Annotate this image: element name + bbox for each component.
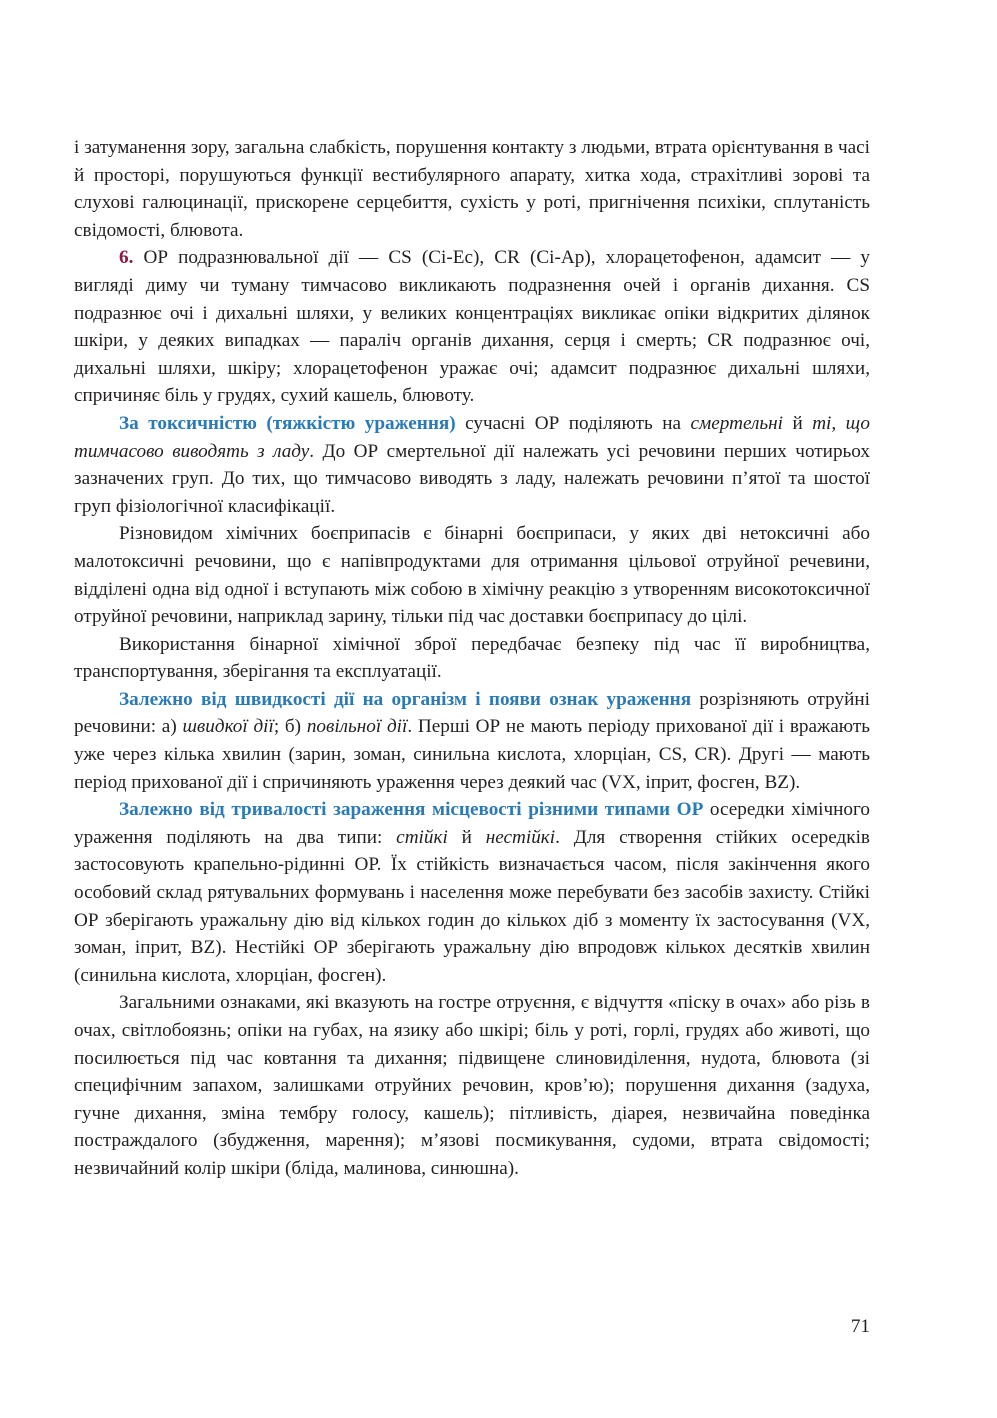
paragraph-text: ; б) — [273, 716, 307, 738]
page-number: 71 — [850, 1316, 870, 1337]
paragraph-symptoms-continuation: і затуманення зору, загальна слабкість, порушення контакту з людьми, втрата орієнтування в часі й просторі, порушуються функції вестибулярного апарату, хитка хода, страхітливі зорові та слухові галюцинації, прискорене серцебиття, сухість у роті, пригнічення психіки, сплутаність свідомості, блювота. — [74, 137, 870, 241]
paragraph-speed-classification — [74, 686, 870, 796]
term-lethal: смертельні — [690, 412, 783, 434]
list-number: 6. — [119, 247, 134, 269]
page-body — [74, 134, 870, 1183]
paragraph-irritant-agents — [74, 244, 870, 410]
paragraph-text: й — [782, 412, 813, 434]
paragraph-text: й — [447, 826, 486, 848]
paragraph-text: ОР подразнювальної дії — CS (Сі-Ес), CR (Сі-Ар), хлорацетофенон, адамсит — у вигляді диму чи туману тимчасово викликають подразнення очей і органів дихання. CS подразнює очі і дихальні шляхи, у великих концентраціях викликає опіки відкритих ділянок шкіри, у деяких випадках — параліч органів дихання, серця і смерть; CR подразнює очі, дихальні шляхи, шкіру; хлорацетофенон уражає очі; адамсит подразнює дихальні шляхи, спричиняє біль у грудях, сухий кашель, блювоту. — [74, 247, 870, 407]
section-heading-toxicity: За токсичністю (тяжкістю ураження) — [119, 412, 456, 434]
term-persistent: стійкі — [396, 826, 448, 848]
paragraph-text: . До ОР смертельної дії належать усі речовини перших чотирьох зазначених груп. До тих, що тимчасово виводять з ладу, належать речовини п’ятої та шостої груп фізіологічної класифікації. — [74, 440, 870, 517]
paragraph-text: осередки хімічного ураження поділяють на два типи: — [74, 799, 870, 848]
paragraph-toxicity-classification — [74, 410, 870, 520]
term-non-persistent: нестійкі — [485, 826, 556, 848]
paragraph-text: сучасні ОР поділяють на — [455, 412, 691, 434]
paragraph-persistence-classification — [74, 796, 870, 989]
paragraph-poisoning-signs: Загальними ознаками, які вказують на гостре отруєння, є відчуття «піску в очах» або різь в очах, світлобоязнь; опіки на губах, на язику або шкірі; біль у роті, горлі, грудях або животі, що посилюється під час ковтання та дихання; підвищене слиновиділення, нудота, блювота (зі специфічним запахом, залишками отруйних речовин, кров’ю); порушення дихання (задуха, гучне дихання, зміна тембру голосу, кашель); пітливість, діарея, незвичайна поведінка постраждалого (збудження, марення); м’язові посмикування, судоми, втрата свідомості; незвичайний колір шкіри (бліда, малинова, синюшна). — [74, 992, 870, 1179]
section-heading-persistence: Залежно від тривалості зараження місцевості різними типами ОР — [119, 799, 704, 821]
paragraph-text: . Перші ОР не мають періоду прихованої дії і вражають уже через кілька хвилин (зарин, зоман, синильна кислота, хлорціан, CS, CR). Другі — мають період прихованої дії і спричиняють ураження через деякий час (VX, іприт, фосген, BZ). — [74, 716, 870, 793]
paragraph-binary-safety: Використання бінарної хімічної зброї передбачає безпеку під час її виробництва, транспортування, зберігання та експлуатації. — [74, 633, 870, 683]
section-heading-speed: Залежно від швидкості дії на організм і появи ознак ураження — [119, 688, 692, 710]
term-fast-acting: швидкої дії — [182, 716, 274, 738]
paragraph-binary-munitions: Різновидом хімічних боєприпасів є бінарні боєприпаси, у яких дві нетоксичні або малотоксичні речовини, що є напівпродуктами для отримання цільової отруйної речевини, відділені одна від одної і вступають між собою в хімічну реакцію з утворенням високотоксичної отруйної речовини, наприклад зарину, тільки під час доставки боєприпасу до цілі. — [74, 523, 870, 628]
paragraph-text: . Для створення стійких осередків застосовують крапельно-рідинні ОР. Їх стійкість визначається часом, після закінчення якого особовий склад рятувальних формувань і населення може перебувати без засобів захисту. Стійкі ОР зберігають уражальну дію від кількох годин до кількох діб з моменту їх застосування (VX, зоман, іприт, BZ). Нестійкі ОР зберігають уражальну дію впродовж кількох десятків хвилин (синильна кислота, хлорціан, фосген). — [74, 826, 870, 986]
paragraph-text: розрізняють отруйні речовини: а) — [74, 688, 870, 738]
term-slow-acting: повільної дії — [306, 716, 408, 738]
term-incapacitating: ті, що тимчасово виводять з ладу — [74, 412, 870, 462]
